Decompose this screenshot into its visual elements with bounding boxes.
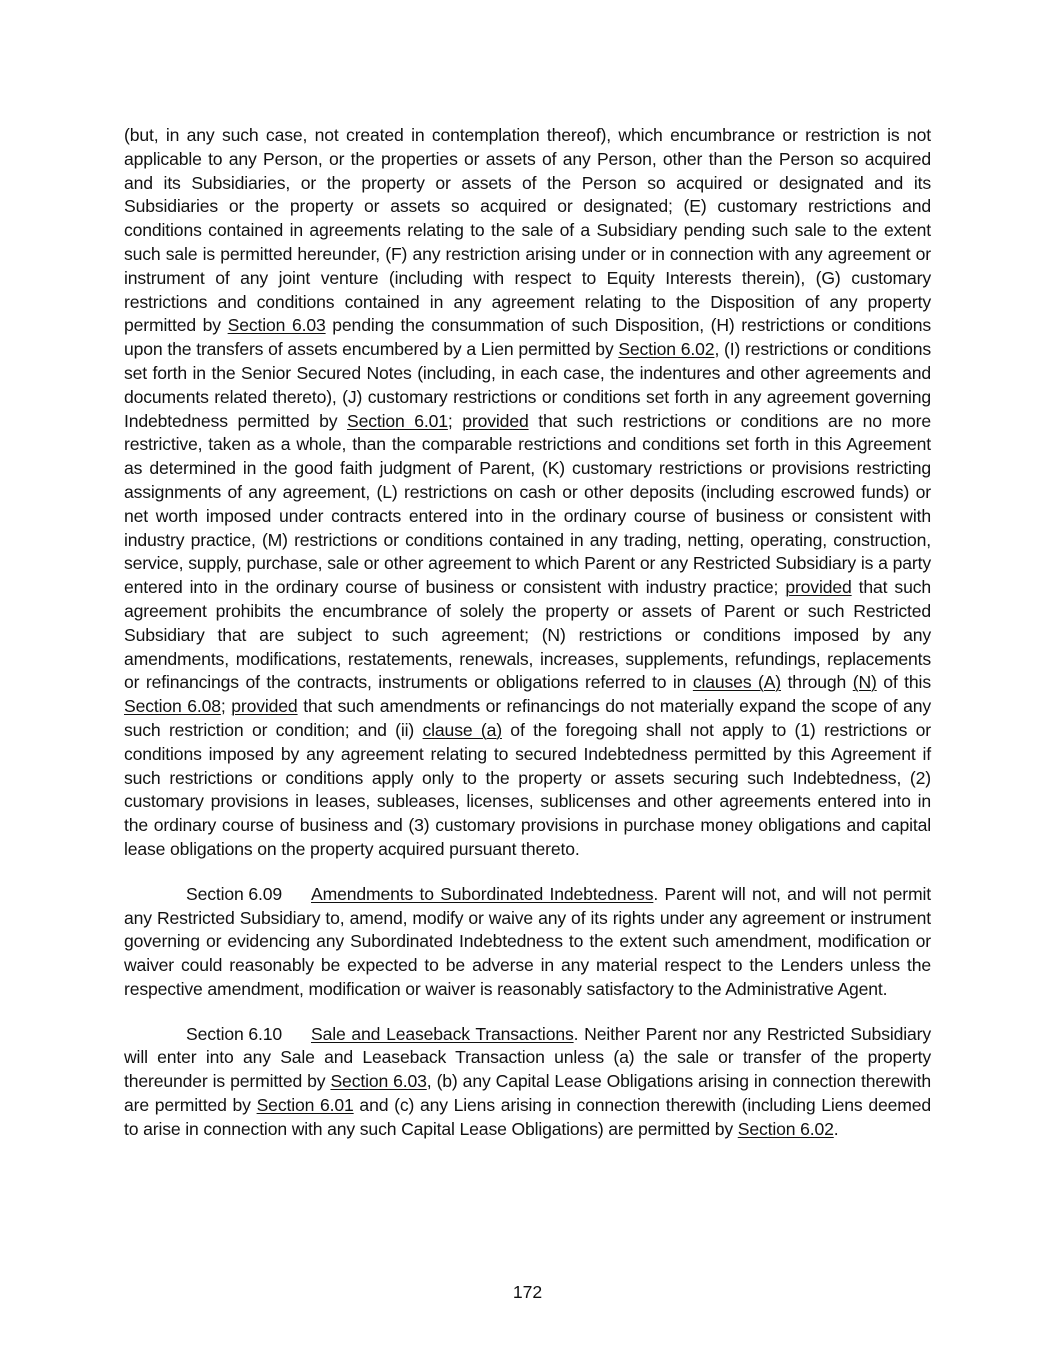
- text-run: ;: [220, 696, 232, 717]
- text-run: that such agreement prohibits the encumbrance of solely the property or assets of Parent or such Restricted Subsidiary that are subject to such agreement; (N) restrictions or conditions imposed by any amendments, modifications, restatements, renewals, increases, supplements, refundings, replacements or refinancings of the contracts, instruments or obligations referred to in: [124, 577, 931, 693]
- document-page: [124, 124, 931, 1142]
- cross-reference-clause-a: clause (a): [422, 719, 502, 740]
- paragraph-section-6-08-continuation: [124, 124, 931, 862]
- cross-reference-section-6-03: Section 6.03: [330, 1071, 427, 1092]
- cross-reference-section-6-02: Section 6.02: [737, 1118, 834, 1139]
- cross-reference-section-6-03: Section 6.03: [227, 315, 326, 336]
- text-run: (but, in any such case, not created in contemplation thereof), which encumbrance or restriction is not applicable to any Person, or the properties or assets of any Person, other than the Person so acquired and its Subsidiaries, or the property or assets of the Person so acquired or designated and its Subsidiaries or the property or assets so acquired or designated; (E) customary restrictions and conditions contained in agreements relating to the sale of a Subsidiary pending such sale to the extent such sale is permitted hereunder, (F) any restriction arising under or in connection with any agreement or instrument of any joint venture (including with respect to Equity Interests therein), (G) customary restrictions and conditions contained in any agreement relating to the Disposition of any property permitted by: [124, 125, 931, 336]
- provided-term: provided: [462, 410, 529, 431]
- text-run: .: [833, 1118, 839, 1139]
- text-run: Parent will not, and will not permit any Restricted Subsidiary to, amend, modify or waive any of its rights under any agreement or instrument governing or evidencing any Subordinated Indebtedness to the extent such amendment, modification or waiver could reasonably be expected to be adverse in any material respect to the Lenders unless the respective amendment, modification or waiver is reasonably satisfactory to the Administrative Agent.: [124, 883, 931, 999]
- provided-term: provided: [231, 696, 298, 717]
- text-run: ;: [447, 410, 463, 431]
- text-run: and (c) any Liens arising in connection therewith (including Liens deemed to arise in connection with any such Capital Lease Obligations) are permitted by: [124, 1095, 932, 1139]
- section-number: Section 6.09: [186, 883, 283, 904]
- text-run: Neither Parent nor any Restricted Subsidiary will enter into any Sale and Leaseback Transaction unless (a) the sale or transfer of the property thereunder is permitted by: [124, 1023, 931, 1092]
- cross-reference-section-6-01: Section 6.01: [256, 1095, 354, 1116]
- provided-term: provided: [785, 577, 852, 598]
- section-heading: Amendments to Subordinated Indebtedness: [311, 883, 654, 904]
- text-run: of the foregoing shall not apply to (1) restrictions or conditions imposed by any agreement relating to secured Indebtedness permitted by this Agreement if such restrictions or conditions apply only to the property or assets securing such Indebtedness, (2) customary provisions in leases, subleases, licenses, sublicenses and other agreements entered into in the ordinary course of business and (3) customary provisions in purchase money obligations and capital lease obligations on the property acquired pursuant thereto.: [124, 719, 931, 859]
- text-run: that such restrictions or conditions are no more restrictive, taken as a whole, than the comparable restrictions and conditions set forth in this Agreement as determined in the good faith judgment of Parent, (K) customary restrictions or provisions restricting assignments of any agreement, (L) restrictions on cash or other deposits (including escrowed funds) or net worth imposed under contracts entered into in the ordinary course of business or consistent with industry practice, (M) restrictions or conditions contained in any trading, netting, operating, construction, service, supply, purchase, sale or other agreement to which Parent or any Restricted Subsidiary is a party entered into in the ordinary course of business or consistent with industry practice;: [124, 410, 931, 598]
- paragraph-spacer: [124, 1002, 931, 1023]
- cross-reference-section-6-02: Section 6.02: [618, 339, 715, 360]
- cross-reference-section-6-08: Section 6.08: [124, 696, 221, 717]
- paragraph-section-6-09: [124, 883, 931, 1002]
- heading-period: .: [573, 1023, 579, 1044]
- paragraph-spacer: [124, 862, 931, 883]
- text-run: , (I) restrictions or conditions set forth in the Senior Secured Notes (including, in each case, the indentures and other agreements and documents related thereto), (J) customary restrictions or conditions set forth in any agreement governing Indebtedness permitted by: [124, 339, 931, 431]
- cross-reference-clauses-a: clauses (A): [692, 672, 782, 693]
- paragraph-section-6-10: [124, 1023, 931, 1142]
- page-number: 172: [512, 1282, 543, 1302]
- text-run: pending the consummation of such Disposition, (H) restrictions or conditions upon the transfers of assets encumbered by a Lien permitted by: [124, 315, 931, 360]
- text-run: , (b) any Capital Lease Obligations arising in connection therewith are permitted by: [124, 1071, 932, 1116]
- cross-reference-clause-n: (N): [852, 672, 877, 693]
- cross-reference-section-6-01: Section 6.01: [347, 410, 448, 431]
- text-run: that such amendments or refinancings do not materially expand the scope of any such restriction or condition; and (ii): [124, 696, 931, 740]
- section-number: Section 6.10: [186, 1023, 283, 1044]
- text-run: through: [781, 672, 853, 693]
- heading-period: .: [653, 883, 659, 904]
- section-heading: Sale and Leaseback Transactions: [311, 1023, 574, 1044]
- text-run: of this: [876, 672, 931, 693]
